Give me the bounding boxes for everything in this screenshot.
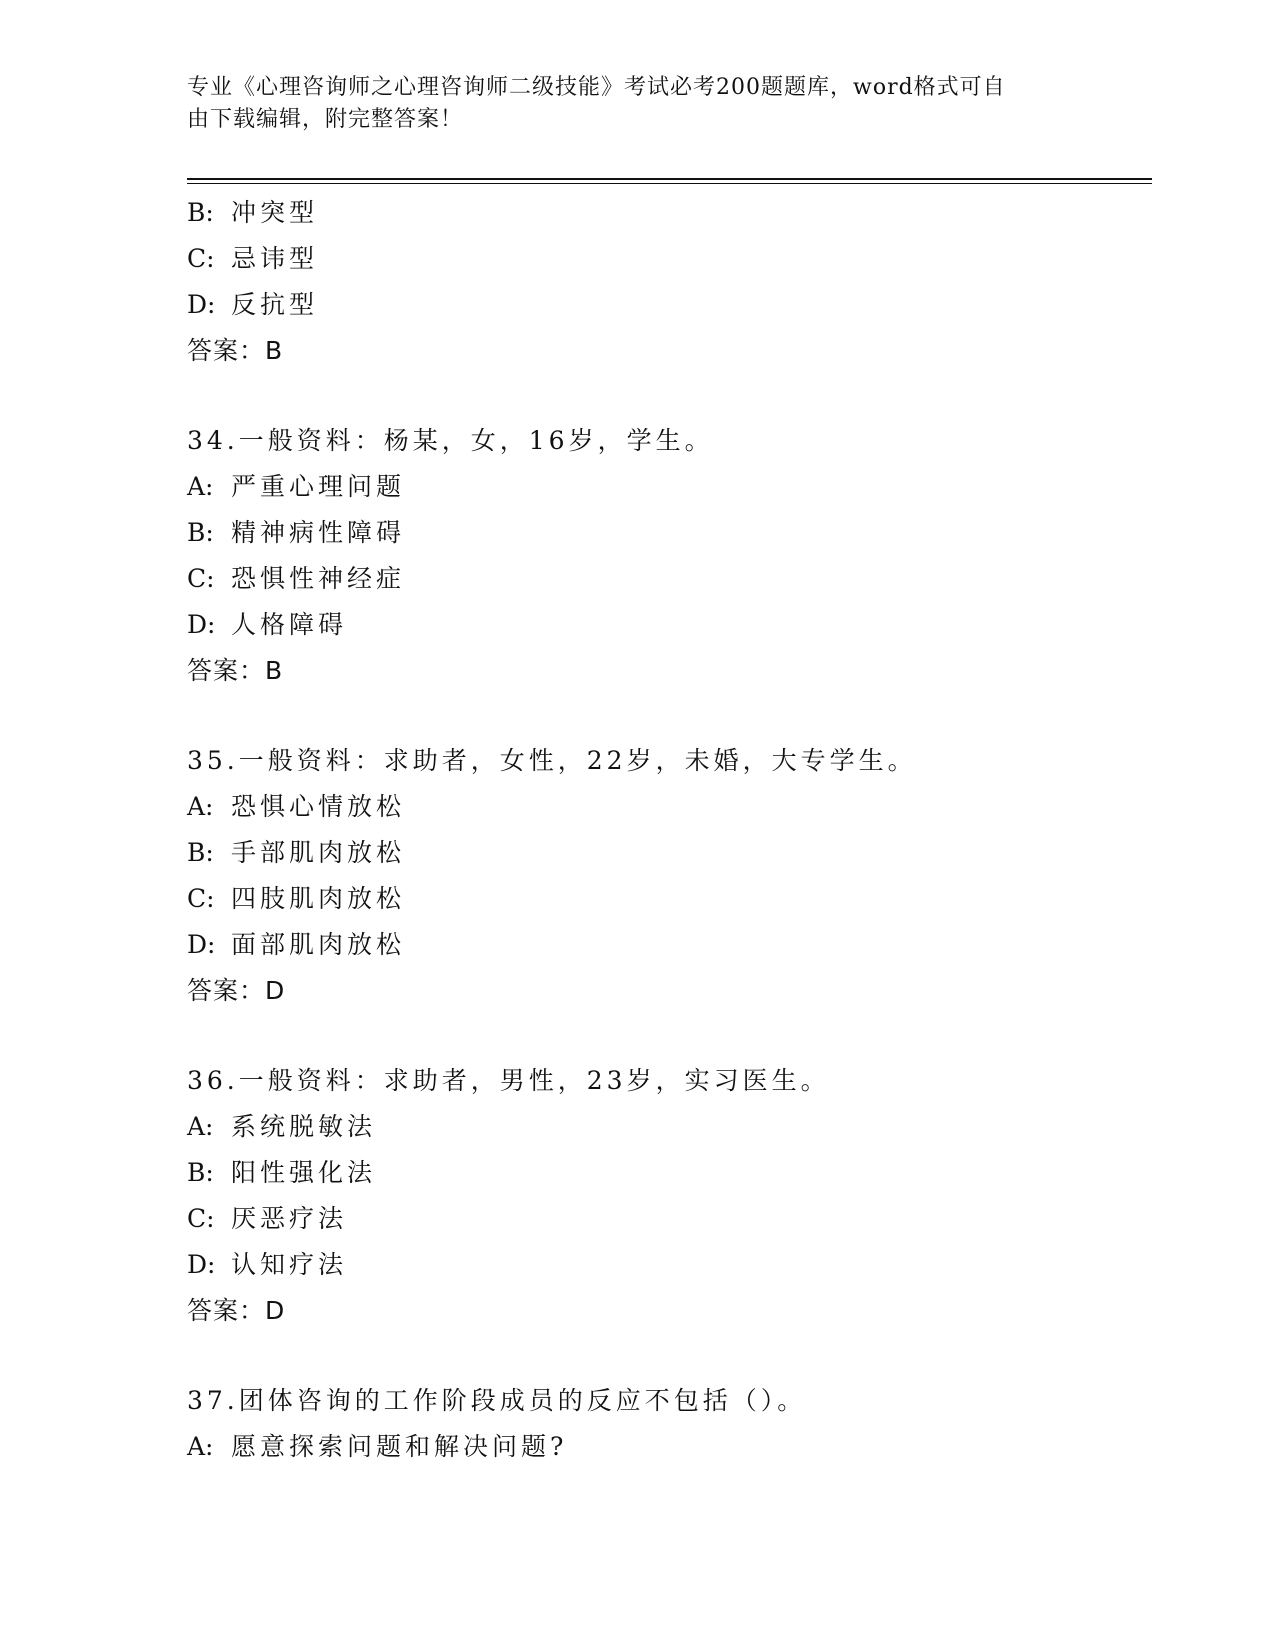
header-line-1: 专业《心理咨询师之心理咨询师二级技能》考试必考200题题库，word格式可自: [187, 75, 1006, 100]
option-row: [187, 464, 1152, 510]
question-block-36: [187, 1058, 1152, 1334]
option-key: C:: [187, 884, 215, 913]
header-divider-thick: [187, 178, 1152, 180]
option-text: 人格障碍: [231, 610, 348, 639]
document-header: [187, 72, 1067, 136]
answer-line: 答案：D: [187, 1296, 286, 1325]
option-text: 厌恶疗法: [231, 1204, 348, 1233]
option-text: 忌讳型: [231, 244, 319, 273]
option-row: [187, 876, 1152, 922]
question-block-continued: [187, 190, 1152, 374]
option-row: [187, 830, 1152, 876]
option-key: B:: [187, 838, 214, 867]
option-text: 系统脱敏法: [231, 1112, 377, 1141]
option-row: [187, 1424, 1152, 1470]
header-line-2: 由下载编辑，附完整答案！: [187, 107, 464, 132]
option-row: [187, 190, 1152, 236]
option-row: [187, 1104, 1152, 1150]
option-row: [187, 556, 1152, 602]
option-key: A:: [187, 1112, 214, 1141]
option-text: 手部肌肉放松: [231, 838, 406, 867]
option-row: [187, 784, 1152, 830]
option-key: C:: [187, 1204, 215, 1233]
option-key: A:: [187, 472, 214, 501]
spacer: [187, 1334, 1152, 1378]
option-text: 反抗型: [231, 290, 319, 319]
option-text: 阳性强化法: [231, 1158, 377, 1187]
option-key: D:: [187, 930, 216, 959]
option-text: 精神病性障碍: [231, 518, 406, 547]
spacer: [187, 694, 1152, 738]
option-key: D:: [187, 610, 216, 639]
question-stem: 35.一般资料：求助者，女性，22岁，未婚，大专学生。: [187, 746, 917, 775]
option-key: C:: [187, 244, 215, 273]
option-key: B:: [187, 518, 214, 547]
header-divider-thin: [187, 183, 1152, 184]
option-key: A:: [187, 792, 214, 821]
option-row: [187, 282, 1152, 328]
question-stem: 34.一般资料：杨某，女，16岁，学生。: [187, 426, 714, 455]
question-block-37: [187, 1378, 1152, 1470]
option-row: [187, 510, 1152, 556]
option-text: 冲突型: [231, 198, 319, 227]
question-block-35: [187, 738, 1152, 1014]
spacer: [187, 374, 1152, 418]
option-row: [187, 236, 1152, 282]
option-text: 四肢肌肉放松: [231, 884, 406, 913]
question-stem: 37.团体咨询的工作阶段成员的反应不包括（）。: [187, 1386, 807, 1415]
question-block-34: [187, 418, 1152, 694]
answer-line: 答案：B: [187, 656, 284, 685]
option-key: A:: [187, 1432, 214, 1461]
option-row: [187, 1150, 1152, 1196]
option-key: B:: [187, 1158, 214, 1187]
option-text: 愿意探索问题和解决问题?: [231, 1432, 568, 1461]
question-list: [187, 190, 1152, 1470]
option-key: D:: [187, 1250, 216, 1279]
option-text: 认知疗法: [231, 1250, 348, 1279]
option-key: B:: [187, 198, 214, 227]
option-row: [187, 602, 1152, 648]
answer-line: 答案：B: [187, 336, 284, 365]
question-stem: 36.一般资料：求助者，男性，23岁，实习医生。: [187, 1066, 830, 1095]
option-text: 恐惧心情放松: [231, 792, 406, 821]
option-row: [187, 1196, 1152, 1242]
option-key: C:: [187, 564, 215, 593]
option-text: 面部肌肉放松: [231, 930, 406, 959]
option-row: [187, 922, 1152, 968]
option-text: 严重心理问题: [231, 472, 406, 501]
option-key: D:: [187, 290, 216, 319]
option-row: [187, 1242, 1152, 1288]
answer-line: 答案：D: [187, 976, 286, 1005]
option-text: 恐惧性神经症: [231, 564, 406, 593]
spacer: [187, 1014, 1152, 1058]
